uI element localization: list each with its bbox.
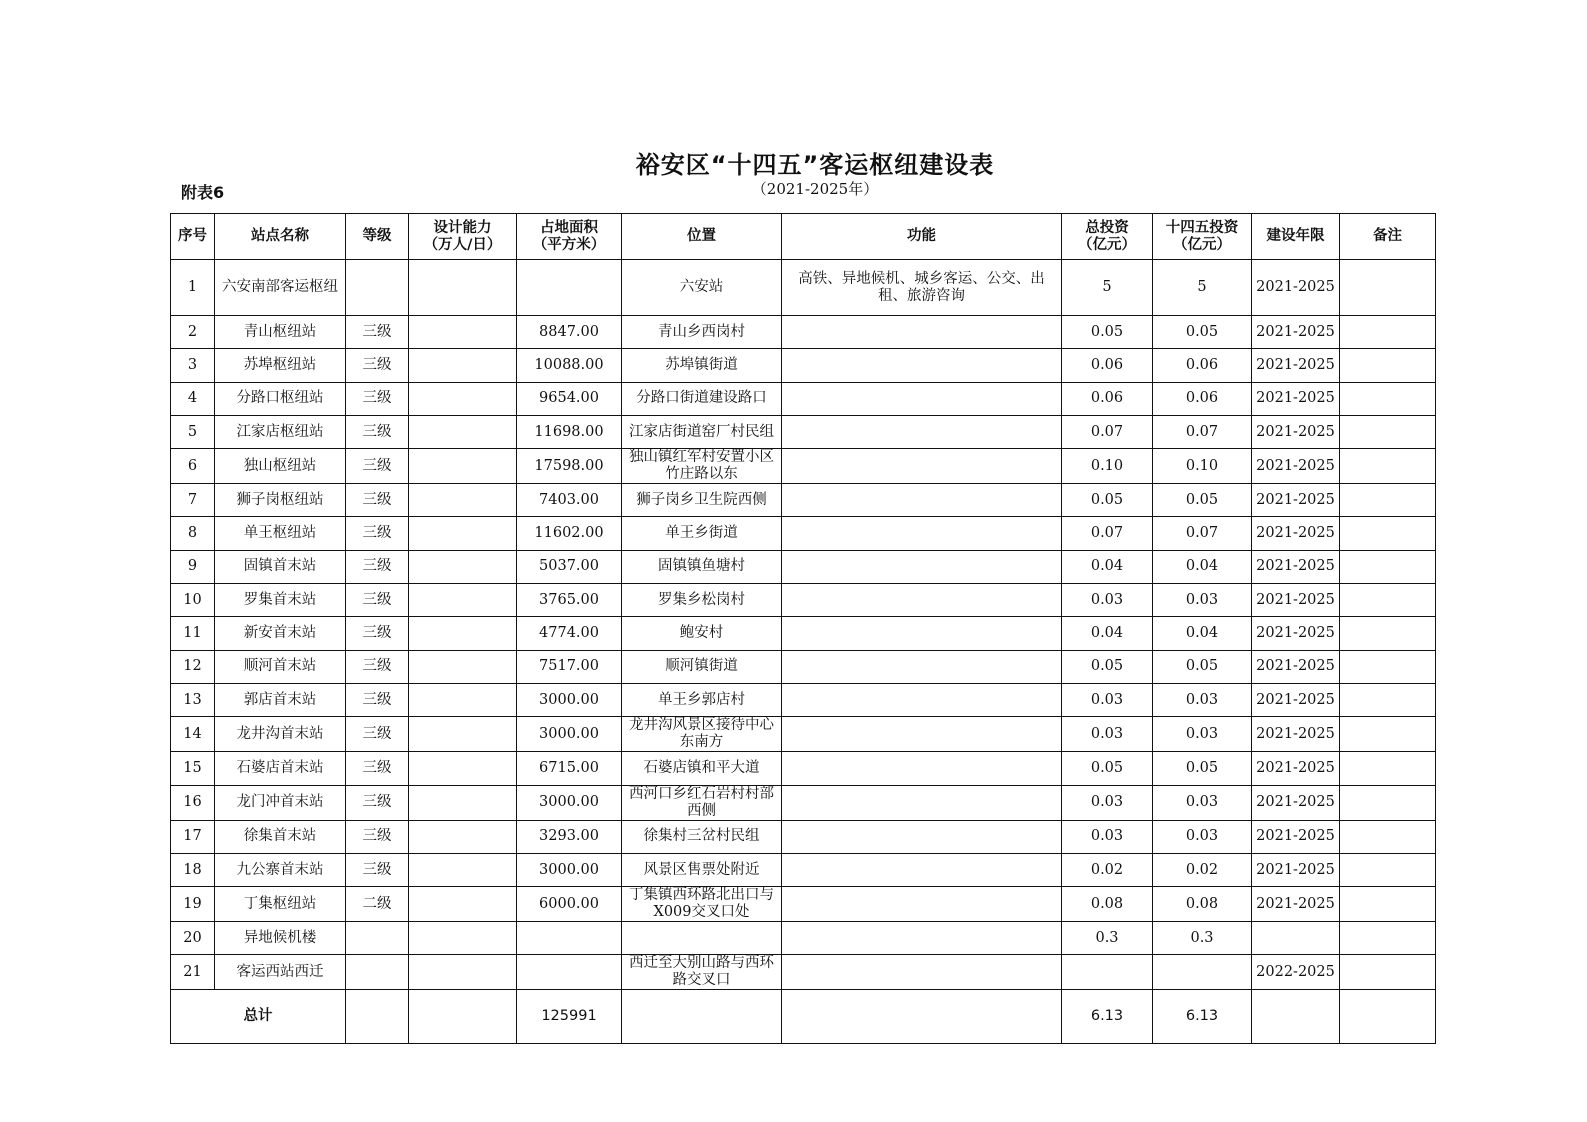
cell-total-investment: 0.03 [1062,717,1153,752]
cell-capacity [409,382,517,415]
cell-index: 10 [171,584,215,617]
cell-station-name: 异地候机楼 [215,922,346,955]
col-header-station: 站点名称 [215,214,346,260]
table-row [171,260,1436,316]
table-row [171,449,1436,484]
cell-location: 分路口街道建设路口 [622,382,782,415]
cell-function [782,887,1062,922]
cell-plan-investment: 0.03 [1153,785,1252,820]
cell-station-name: 苏埠枢纽站 [215,349,346,382]
cell-total-investment: 0.10 [1062,449,1153,484]
cell-years: 2021-2025 [1252,316,1340,349]
cell-remarks [1340,584,1436,617]
cell-plan-investment: 0.05 [1153,484,1252,517]
total-plan-investment: 6.13 [1153,990,1252,1044]
col-header-grade: 等级 [346,214,409,260]
cell-index: 5 [171,415,215,448]
cell-remarks [1340,955,1436,990]
table-row [171,955,1436,990]
cell-area: 3000.00 [517,717,622,752]
cell-plan-investment: 0.07 [1153,415,1252,448]
cell-capacity [409,717,517,752]
cell-remarks [1340,517,1436,550]
cell-capacity [409,449,517,484]
cell-grade: 三级 [346,820,409,853]
cell-capacity [409,260,517,316]
cell-years: 2021-2025 [1252,683,1340,716]
cell-grade: 三级 [346,717,409,752]
cell-index: 18 [171,853,215,886]
cell-index: 9 [171,550,215,583]
total-function [782,990,1062,1044]
cell-station-name: 罗集首末站 [215,584,346,617]
cell-remarks [1340,820,1436,853]
cell-remarks [1340,785,1436,820]
cell-grade: 三级 [346,752,409,785]
cell-location [622,922,782,955]
table-row [171,415,1436,448]
cell-capacity [409,316,517,349]
table-row [171,584,1436,617]
cell-station-name: 九公寨首末站 [215,853,346,886]
cell-total-investment: 0.05 [1062,650,1153,683]
cell-station-name: 独山枢纽站 [215,449,346,484]
cell-location: 六安站 [622,260,782,316]
cell-function [782,349,1062,382]
cell-function [782,517,1062,550]
cell-total-investment: 0.3 [1062,922,1153,955]
cell-years: 2021-2025 [1252,617,1340,650]
cell-capacity [409,955,517,990]
cell-index: 1 [171,260,215,316]
cell-function [782,650,1062,683]
cell-total-investment: 0.05 [1062,752,1153,785]
table-row [171,853,1436,886]
cell-station-name: 单王枢纽站 [215,517,346,550]
cell-function [782,484,1062,517]
cell-station-name: 郭店首末站 [215,683,346,716]
cell-grade [346,955,409,990]
cell-grade: 三级 [346,382,409,415]
cell-total-investment: 0.06 [1062,382,1153,415]
cell-capacity [409,415,517,448]
cell-years: 2021-2025 [1252,820,1340,853]
cell-area: 11602.00 [517,517,622,550]
cell-grade: 三级 [346,449,409,484]
cell-plan-investment: 0.03 [1153,584,1252,617]
cell-grade: 三级 [346,617,409,650]
cell-remarks [1340,922,1436,955]
col-header-index: 序号 [171,214,215,260]
cell-location: 狮子岗乡卫生院西侧 [622,484,782,517]
total-years [1252,990,1340,1044]
cell-area: 11698.00 [517,415,622,448]
cell-plan-investment: 0.05 [1153,316,1252,349]
cell-location: 单王乡街道 [622,517,782,550]
cell-function [782,820,1062,853]
cell-capacity [409,752,517,785]
col-header-plan-investment: 十四五投资 （亿元） [1153,214,1252,260]
cell-grade: 三级 [346,584,409,617]
table-row [171,382,1436,415]
cell-location: 徐集村三岔村民组 [622,820,782,853]
col-header-location: 位置 [622,214,782,260]
cell-area: 7517.00 [517,650,622,683]
cell-years: 2021-2025 [1252,853,1340,886]
cell-location: 独山镇红军村安置小区竹庄路以东 [622,449,782,484]
cell-index: 21 [171,955,215,990]
cell-plan-investment: 0.05 [1153,752,1252,785]
cell-years: 2021-2025 [1252,752,1340,785]
cell-remarks [1340,316,1436,349]
cell-grade: 三级 [346,349,409,382]
cell-remarks [1340,449,1436,484]
cell-station-name: 狮子岗枢纽站 [215,484,346,517]
cell-location: 龙井沟风景区接待中心东南方 [622,717,782,752]
cell-plan-investment: 0.04 [1153,550,1252,583]
cell-index: 12 [171,650,215,683]
cell-grade: 三级 [346,785,409,820]
cell-location: 固镇镇鱼塘村 [622,550,782,583]
cell-index: 11 [171,617,215,650]
table-row [171,752,1436,785]
cell-station-name: 江家店枢纽站 [215,415,346,448]
cell-total-investment: 0.02 [1062,853,1153,886]
cell-area: 10088.00 [517,349,622,382]
cell-function [782,717,1062,752]
page-title: 裕安区“十四五”客运枢纽建设表 [635,151,995,179]
cell-years: 2021-2025 [1252,484,1340,517]
cell-grade [346,922,409,955]
cell-location: 罗集乡松岗村 [622,584,782,617]
cell-station-name: 青山枢纽站 [215,316,346,349]
cell-grade: 三级 [346,484,409,517]
cell-index: 6 [171,449,215,484]
cell-remarks [1340,617,1436,650]
col-header-total-investment: 总投资 （亿元） [1062,214,1153,260]
cell-station-name: 顺河首末站 [215,650,346,683]
cell-plan-investment: 0.08 [1153,887,1252,922]
col-header-remarks: 备注 [1340,214,1436,260]
table-row [171,785,1436,820]
cell-location: 青山乡西岗村 [622,316,782,349]
cell-area: 7403.00 [517,484,622,517]
cell-grade: 二级 [346,887,409,922]
cell-total-investment: 0.07 [1062,517,1153,550]
cell-capacity [409,584,517,617]
table-row [171,683,1436,716]
cell-capacity [409,484,517,517]
cell-area: 17598.00 [517,449,622,484]
cell-plan-investment: 0.04 [1153,617,1252,650]
table-header-row [171,214,1436,260]
col-header-capacity: 设计能力 （万人/日） [409,214,517,260]
cell-remarks [1340,484,1436,517]
cell-area: 3765.00 [517,584,622,617]
cell-years: 2021-2025 [1252,717,1340,752]
cell-total-investment: 0.04 [1062,550,1153,583]
cell-index: 14 [171,717,215,752]
total-location [622,990,782,1044]
cell-station-name: 分路口枢纽站 [215,382,346,415]
table-row [171,484,1436,517]
cell-plan-investment: 0.03 [1153,820,1252,853]
cell-grade: 三级 [346,316,409,349]
cell-capacity [409,785,517,820]
cell-total-investment: 0.05 [1062,316,1153,349]
cell-years: 2021-2025 [1252,584,1340,617]
table-row [171,922,1436,955]
cell-index: 19 [171,887,215,922]
cell-plan-investment: 0.05 [1153,650,1252,683]
cell-area: 9654.00 [517,382,622,415]
cell-location: 鲍安村 [622,617,782,650]
cell-plan-investment: 0.02 [1153,853,1252,886]
cell-station-name: 固镇首末站 [215,550,346,583]
cell-grade: 三级 [346,517,409,550]
cell-total-investment: 0.06 [1062,349,1153,382]
cell-capacity [409,922,517,955]
total-area: 125991 [517,990,622,1044]
cell-plan-investment: 0.07 [1153,517,1252,550]
cell-area: 5037.00 [517,550,622,583]
total-capacity [409,990,517,1044]
cell-location: 西迁至大别山路与西环路交叉口 [622,955,782,990]
cell-grade: 三级 [346,550,409,583]
cell-location: 单王乡郭店村 [622,683,782,716]
cell-years: 2021-2025 [1252,517,1340,550]
cell-station-name: 龙门冲首末站 [215,785,346,820]
cell-location: 江家店街道窑厂村民组 [622,415,782,448]
cell-plan-investment: 0.10 [1153,449,1252,484]
cell-years: 2021-2025 [1252,415,1340,448]
cell-remarks [1340,752,1436,785]
cell-remarks [1340,853,1436,886]
cell-total-investment: 0.08 [1062,887,1153,922]
cell-remarks [1340,717,1436,752]
cell-index: 20 [171,922,215,955]
table-row [171,316,1436,349]
cell-area: 6715.00 [517,752,622,785]
cell-grade [346,260,409,316]
cell-area: 3000.00 [517,785,622,820]
total-grade [346,990,409,1044]
cell-total-investment: 0.07 [1062,415,1153,448]
cell-total-investment: 0.03 [1062,785,1153,820]
cell-capacity [409,853,517,886]
cell-grade: 三级 [346,650,409,683]
cell-years: 2021-2025 [1252,449,1340,484]
cell-remarks [1340,550,1436,583]
table-row [171,820,1436,853]
cell-remarks [1340,650,1436,683]
cell-remarks [1340,683,1436,716]
cell-total-investment: 5 [1062,260,1153,316]
cell-area: 4774.00 [517,617,622,650]
cell-index: 8 [171,517,215,550]
cell-total-investment: 0.03 [1062,820,1153,853]
cell-total-investment: 0.04 [1062,617,1153,650]
cell-area: 3293.00 [517,820,622,853]
cell-plan-investment: 0.03 [1153,717,1252,752]
cell-plan-investment: 0.06 [1153,382,1252,415]
table-row [171,617,1436,650]
cell-area [517,922,622,955]
table-row [171,349,1436,382]
cell-remarks [1340,415,1436,448]
cell-capacity [409,517,517,550]
cell-total-investment: 0.03 [1062,683,1153,716]
table-row [171,517,1436,550]
cell-remarks [1340,260,1436,316]
cell-function [782,584,1062,617]
cell-years [1252,922,1340,955]
cell-location: 顺河镇街道 [622,650,782,683]
col-header-area: 占地面积 （平方米） [517,214,622,260]
cell-function [782,382,1062,415]
cell-grade: 三级 [346,415,409,448]
table-row [171,550,1436,583]
cell-capacity [409,550,517,583]
cell-years: 2021-2025 [1252,382,1340,415]
cell-remarks [1340,887,1436,922]
cell-total-investment: 0.03 [1062,584,1153,617]
cell-plan-investment: 0.03 [1153,683,1252,716]
cell-station-name: 徐集首末站 [215,820,346,853]
cell-function [782,415,1062,448]
table-row [171,887,1436,922]
cell-plan-investment: 5 [1153,260,1252,316]
cell-area [517,260,622,316]
col-header-function: 功能 [782,214,1062,260]
cell-area [517,955,622,990]
cell-index: 2 [171,316,215,349]
cell-function [782,785,1062,820]
cell-index: 7 [171,484,215,517]
cell-capacity [409,650,517,683]
cell-location: 苏埠镇街道 [622,349,782,382]
cell-plan-investment: 0.3 [1153,922,1252,955]
cell-function [782,449,1062,484]
cell-years: 2021-2025 [1252,785,1340,820]
annex-label: 附表6 [181,183,225,202]
cell-years: 2021-2025 [1252,887,1340,922]
cell-function [782,955,1062,990]
cell-plan-investment: 0.06 [1153,349,1252,382]
cell-years: 2022-2025 [1252,955,1340,990]
cell-capacity [409,887,517,922]
cell-capacity [409,617,517,650]
cell-years: 2021-2025 [1252,550,1340,583]
cell-remarks [1340,382,1436,415]
cell-station-name: 六安南部客运枢纽 [215,260,346,316]
cell-capacity [409,820,517,853]
cell-station-name: 丁集枢纽站 [215,887,346,922]
cell-remarks [1340,349,1436,382]
cell-function [782,550,1062,583]
cell-station-name: 客运西站西迁 [215,955,346,990]
cell-total-investment: 0.05 [1062,484,1153,517]
cell-index: 13 [171,683,215,716]
cell-station-name: 新安首末站 [215,617,346,650]
cell-index: 15 [171,752,215,785]
cell-location: 丁集镇西环路北出口与X009交叉口处 [622,887,782,922]
cell-index: 17 [171,820,215,853]
cell-station-name: 龙井沟首末站 [215,717,346,752]
cell-years: 2021-2025 [1252,349,1340,382]
cell-function [782,316,1062,349]
cell-index: 4 [171,382,215,415]
total-remarks [1340,990,1436,1044]
cell-plan-investment [1153,955,1252,990]
cell-grade: 三级 [346,683,409,716]
cell-location: 石婆店镇和平大道 [622,752,782,785]
cell-index: 3 [171,349,215,382]
total-label: 总计 [171,990,346,1044]
cell-years: 2021-2025 [1252,650,1340,683]
cell-function [782,752,1062,785]
cell-location: 风景区售票处附近 [622,853,782,886]
cell-index: 16 [171,785,215,820]
cell-years: 2021-2025 [1252,260,1340,316]
cell-function [782,683,1062,716]
cell-area: 6000.00 [517,887,622,922]
cell-location: 西河口乡红石岩村村部西侧 [622,785,782,820]
col-header-years: 建设年限 [1252,214,1340,260]
cell-capacity [409,683,517,716]
cell-function [782,853,1062,886]
cell-area: 3000.00 [517,683,622,716]
table-row [171,717,1436,752]
total-row [171,990,1436,1044]
cell-function: 高铁、异地候机、城乡客运、公交、出租、旅游咨询 [782,260,1062,316]
cell-capacity [409,349,517,382]
total-investment: 6.13 [1062,990,1153,1044]
cell-station-name: 石婆店首末站 [215,752,346,785]
cell-area: 3000.00 [517,853,622,886]
page-subtitle: （2021-2025年） [751,180,879,198]
cell-total-investment [1062,955,1153,990]
table-row [171,650,1436,683]
cell-function [782,922,1062,955]
hub-construction-table [170,213,1436,1044]
cell-area: 8847.00 [517,316,622,349]
cell-function [782,617,1062,650]
cell-grade: 三级 [346,853,409,886]
